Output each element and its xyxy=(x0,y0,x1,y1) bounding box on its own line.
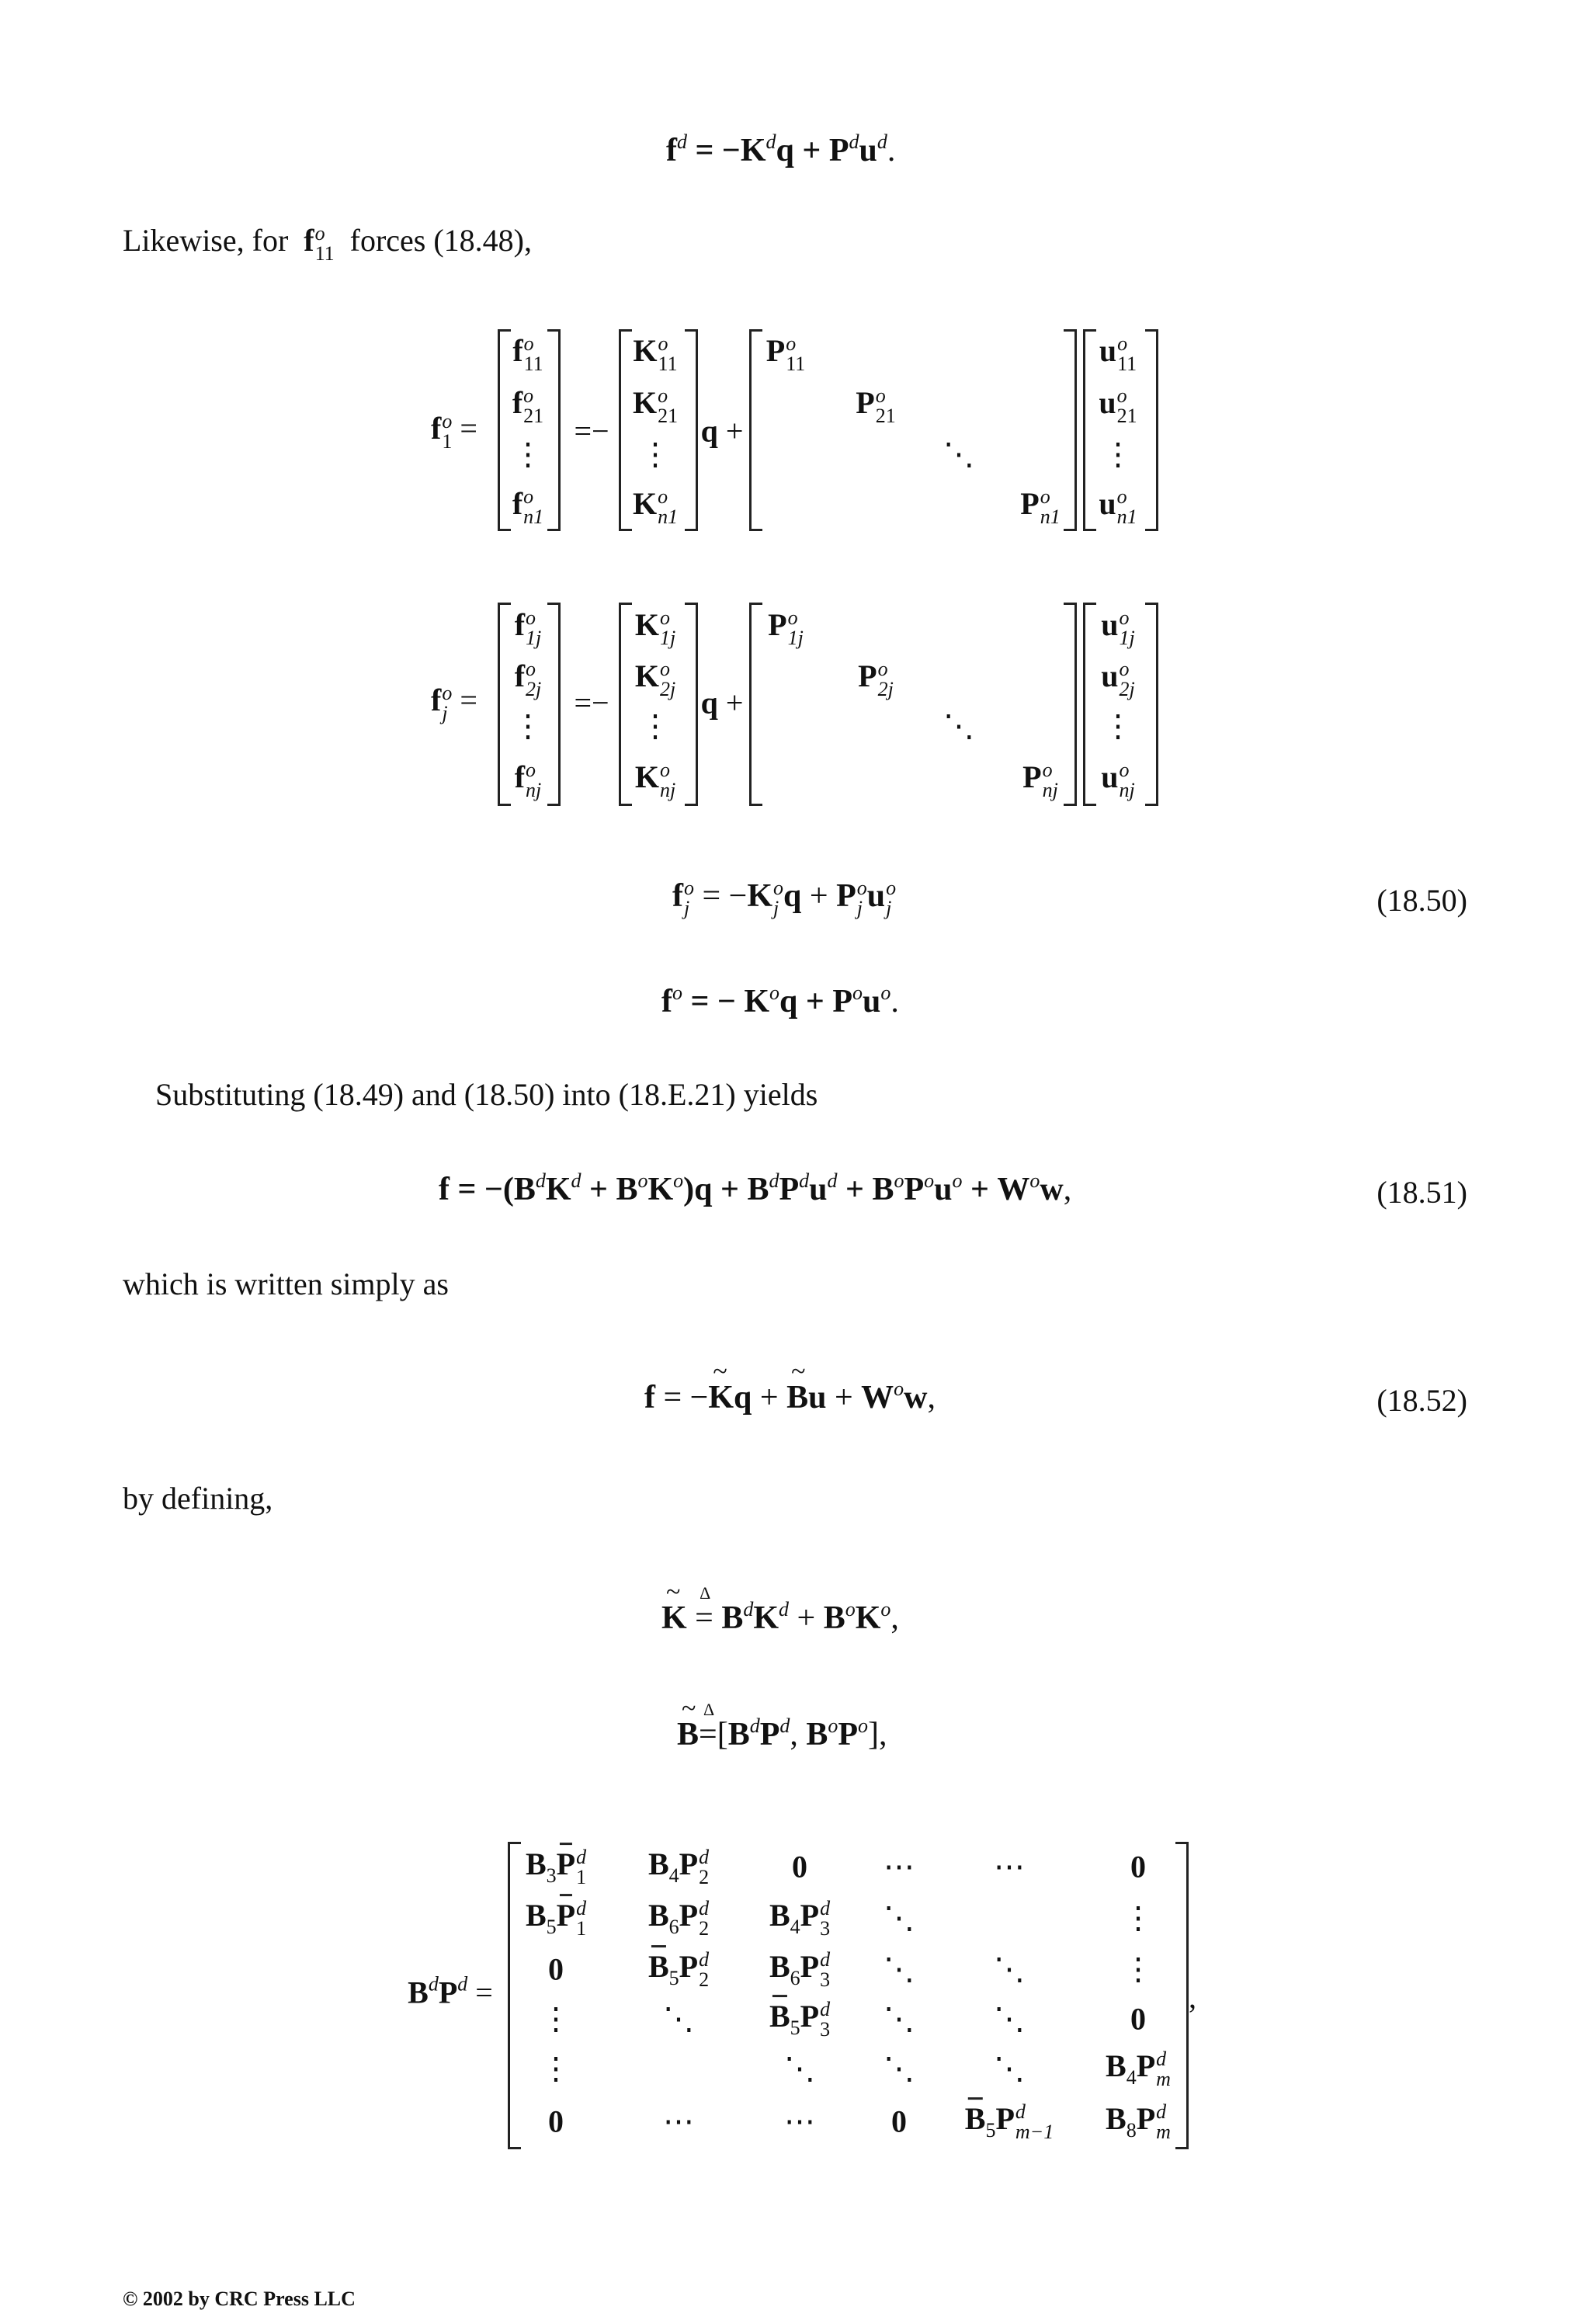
by-defining-text: by defining, xyxy=(123,1481,273,1516)
equation-18-51: $f = -(B^dK^d + B^oK^o)q + B^dP^du^d + B^oP^ou^o + W^ow$, xyxy=(439,1169,1072,1207)
likewise-line: Likewise, for f o 11 forces (18.48), xyxy=(123,221,532,265)
likewise-forces: forces (18.48), xyxy=(349,223,532,258)
equation-18-50: f o j = −K o j q + P o j u o j xyxy=(672,877,897,920)
equation-number-18-52: (18.52) xyxy=(1376,1383,1467,1418)
document-page: $f^d = -K^dq + P^du^d$. Likewise, for f o 11 forces (18.48), f o 1 = f o 11 f o 21 ⋮ f o n1 =− K o 11 K o 21 ⋮ K o n1 q + P o 11 P o 21 ⋱ P o n1 u o 11 u o 21 ⋮ u o n1 f o j = f o 1j f o 2j ⋮ f o nj =− K o 1j K o 2j ⋮ K o nj q + P o 1j P o 2j ⋱ P o nj u o 1j u o 2j ⋮ u o nj f o j = −K o j q + P o j u o j (18.50) $f^o$ = − $K^oq + P^ou^o$. Substituting (18.49) and (18.50) into (18.E.21) yields $f = -(B^dK^d + B^oK^o)q + B^dP^du^d + B^oP^ou^o + W^ow$, (18.51) which is written simply as f = −~ Kq + ~ $Bu + W^ow$, (18.52) by defining, ~ K = Δ $B^dK^d + B^oK^o$, ~ B= Δ [$B^dP^d$, $B^oP^o$], $B^dP^d$ = $B_3P$ d 1 $B_4P$ d 2 0 ⋯ ⋯ 0 $B_5P$ d 1 $B_6P$ d 2 $B_4P$ d 3 ⋱ ⋮ 0 $B_5P$ d 2 $B_6P$ d 3 ⋱ ⋱ ⋮ ⋮ ⋱ $B_5P$ d 3 ⋱ ⋱ 0 ⋮ ⋱ ⋱ ⋱ $B_4P$ d m 0 ⋯ ⋯ 0 $B_5P$ d m−1 $B_8P$ d m , © 2002 by CRC Press LLC xyxy=(0,0,1590,2324)
equation-fo: $f^o$ = − $K^oq + P^ou^o$. xyxy=(661,981,899,1020)
equation-fd: $f^d = -K^dq + P^du^d$. xyxy=(666,130,896,168)
likewise-text: Likewise, for xyxy=(123,223,289,258)
equation-18-52: f = −~ Kq + ~ $Bu + W^ow$, xyxy=(644,1379,936,1416)
equation-k-tilde: ~ K = Δ $B^dK^d + B^oK^o$, xyxy=(661,1600,899,1637)
equation-b-tilde: ~ B= Δ [$B^dP^d$, $B^oP^o$], xyxy=(677,1716,887,1753)
equation-number-18-50: (18.50) xyxy=(1376,883,1467,918)
equation-number-18-51: (18.51) xyxy=(1376,1175,1467,1210)
copyright-footer: © 2002 by CRC Press LLC xyxy=(123,2288,356,2310)
which-is-text: which is written simply as xyxy=(123,1266,449,1301)
substituting-text: Substituting (18.49) and (18.50) into (18.E.21) yields xyxy=(155,1077,818,1112)
